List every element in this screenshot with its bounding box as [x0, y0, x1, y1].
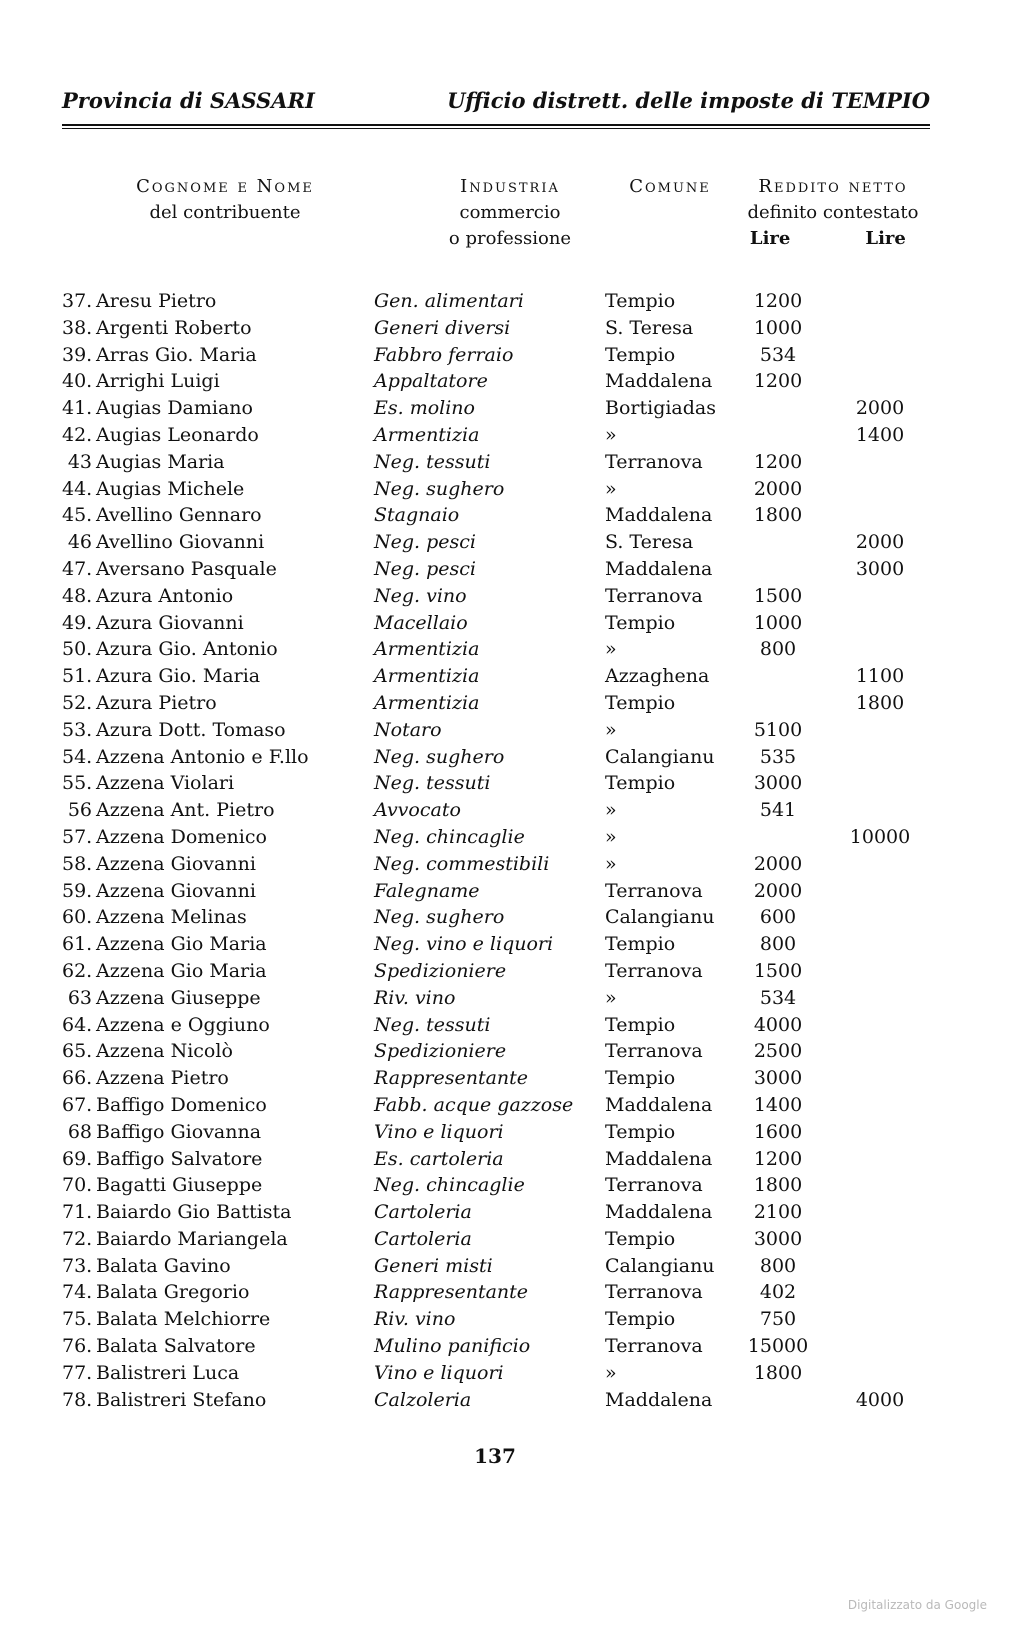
comune: »	[605, 718, 617, 741]
industry: Neg. chincaglie	[374, 825, 525, 848]
taxpayer-name: Balistreri Luca	[96, 1361, 240, 1384]
income-definito: 2500	[753, 1040, 803, 1063]
comune: Calangianu	[605, 906, 715, 929]
row-number: 57.	[62, 825, 93, 848]
taxpayer-name: Arras Gio. Maria	[96, 343, 257, 366]
comune: Maddalena	[605, 370, 713, 393]
income-definito: 800	[759, 638, 797, 661]
table-row	[0, 583, 1025, 610]
income-definito: 1200	[753, 450, 803, 473]
column-header-name	[95, 174, 355, 226]
taxpayer-name: Augias Michele	[96, 477, 245, 500]
row-number: 55.	[62, 772, 93, 795]
row-number: 52.	[62, 691, 93, 714]
taxpayer-name: Azzena Antonio e F.llo	[96, 745, 309, 768]
table-row	[0, 315, 1025, 342]
industry: Neg. sughero	[374, 906, 505, 929]
column-header-comune	[620, 174, 720, 200]
header-office: Ufficio distrett. delle imposte di TEMPIO	[447, 88, 930, 113]
comune: Tempio	[605, 1227, 676, 1250]
table-row	[0, 1279, 1025, 1306]
comune: »	[605, 986, 617, 1009]
income-contestato: 2000	[855, 397, 905, 420]
industry: Notaro	[374, 718, 442, 741]
taxpayer-name: Argenti Roberto	[96, 316, 252, 339]
income-definito: 1500	[753, 959, 803, 982]
table-row	[0, 1092, 1025, 1119]
income-definito: 4000	[753, 1013, 803, 1036]
industry: Armentizia	[374, 423, 480, 446]
industry: Neg. sughero	[374, 745, 505, 768]
table-row	[0, 1253, 1025, 1280]
row-number: 69.	[62, 1147, 93, 1170]
income-definito: 534	[759, 343, 797, 366]
taxpayer-name: Azzena Domenico	[96, 825, 267, 848]
income-definito: 15000	[747, 1335, 809, 1358]
industry: Cartoleria	[374, 1201, 472, 1224]
row-number: 51.	[62, 665, 93, 688]
column-header-name-title: Cognome e Nome	[136, 176, 314, 197]
taxpayer-name: Azzena Gio Maria	[96, 959, 267, 982]
comune: Terranova	[605, 584, 703, 607]
income-definito: 1200	[753, 290, 803, 312]
industry: Neg. tessuti	[374, 450, 491, 473]
industry: Fabbro ferraio	[374, 343, 514, 366]
table-row	[0, 1038, 1025, 1065]
row-number: 59.	[62, 879, 93, 902]
table-row	[0, 1146, 1025, 1173]
comune: Terranova	[605, 1040, 703, 1063]
industry: Macellaio	[374, 611, 468, 634]
comune: Tempio	[605, 1120, 676, 1143]
page-number: 137	[474, 1444, 516, 1468]
taxpayer-name: Azura Antonio	[96, 584, 234, 607]
row-number: 62.	[62, 959, 93, 982]
income-definito: 2000	[753, 879, 803, 902]
income-definito: 1800	[753, 1174, 803, 1197]
industry: Neg. vino e liquori	[374, 933, 554, 956]
table-row	[0, 610, 1025, 637]
table-row	[0, 288, 1025, 315]
taxpayer-name: Arrighi Luigi	[96, 370, 220, 393]
income-definito: 3000	[753, 772, 803, 795]
income-definito: 541	[759, 799, 797, 822]
industry: Mulino panificio	[374, 1335, 531, 1358]
income-definito: 402	[759, 1281, 797, 1304]
row-number: 77.	[62, 1361, 93, 1384]
comune: Tempio	[605, 343, 676, 366]
industry: Neg. tessuti	[374, 772, 491, 795]
comune: Tempio	[605, 1013, 676, 1036]
comune: Terranova	[605, 959, 703, 982]
table-row	[0, 1387, 1025, 1414]
row-number: 44.	[62, 477, 93, 500]
row-number: 43	[67, 450, 92, 473]
comune: »	[605, 825, 617, 848]
taxpayer-name: Balata Salvatore	[96, 1335, 256, 1358]
table-row	[0, 690, 1025, 717]
header-rule	[62, 124, 930, 126]
table-row	[0, 931, 1025, 958]
row-number: 63	[67, 986, 92, 1009]
income-definito: 1000	[753, 316, 803, 339]
row-number: 61.	[62, 933, 93, 956]
comune: Maddalena	[605, 1147, 713, 1170]
taxpayer-name: Azzena Ant. Pietro	[96, 799, 275, 822]
taxpayer-name: Avellino Gennaro	[96, 504, 262, 527]
taxpayer-name: Baffigo Domenico	[96, 1093, 267, 1116]
row-number: 65.	[62, 1040, 93, 1063]
row-number: 58.	[62, 852, 93, 875]
row-number: 56	[67, 799, 92, 822]
column-header-industry-title: Industria	[460, 176, 560, 197]
income-definito: 1500	[753, 584, 803, 607]
industry: Generi diversi	[374, 316, 511, 339]
column-header-lire-definito: Lire	[749, 228, 791, 249]
industry: Spedizioniere	[374, 1040, 507, 1063]
taxpayer-name: Avellino Giovanni	[96, 531, 265, 554]
column-header-reddito-subs	[718, 200, 948, 226]
taxpayer-name: Balata Gavino	[96, 1254, 231, 1277]
income-contestato: 10000	[849, 825, 911, 848]
industry: Gen. alimentari	[374, 290, 524, 312]
income-definito: 2000	[753, 477, 803, 500]
industry: Neg. chincaglie	[374, 1174, 525, 1197]
industry: Fabb. acque gazzose	[374, 1093, 574, 1116]
table-row	[0, 663, 1025, 690]
table-row	[0, 851, 1025, 878]
table-row	[0, 958, 1025, 985]
column-header-name-sub: del contribuente	[149, 202, 301, 223]
row-number: 76.	[62, 1335, 93, 1358]
table-row	[0, 368, 1025, 395]
comune: Tempio	[605, 611, 676, 634]
industry: Riv. vino	[374, 1308, 456, 1331]
header-province: Provincia di SASSARI	[62, 88, 315, 113]
comune: Terranova	[605, 879, 703, 902]
income-definito: 1000	[753, 611, 803, 634]
income-definito: 1200	[753, 1147, 803, 1170]
taxpayer-name: Aresu Pietro	[96, 290, 217, 312]
table-row	[0, 744, 1025, 771]
industry: Appaltatore	[374, 370, 488, 393]
table-row	[0, 449, 1025, 476]
income-definito: 750	[759, 1308, 797, 1331]
column-header-comune-title: Comune	[629, 176, 711, 197]
industry: Neg. sughero	[374, 477, 505, 500]
industry: Armentizia	[374, 638, 480, 661]
taxpayer-name: Aversano Pasquale	[96, 557, 277, 580]
row-number: 39.	[62, 343, 93, 366]
comune: »	[605, 638, 617, 661]
comune: Tempio	[605, 1308, 676, 1331]
income-definito: 5100	[753, 718, 803, 741]
column-header-units	[718, 226, 948, 252]
income-contestato: 1100	[855, 665, 905, 688]
taxpayer-name: Azura Dott. Tomaso	[96, 718, 286, 741]
row-number: 78.	[62, 1388, 93, 1411]
industry: Cartoleria	[374, 1227, 472, 1250]
taxpayer-name: Balata Melchiorre	[96, 1308, 271, 1331]
table-row	[0, 1199, 1025, 1226]
row-number: 54.	[62, 745, 93, 768]
industry: Spedizioniere	[374, 959, 507, 982]
income-definito: 1400	[753, 1093, 803, 1116]
comune: Tempio	[605, 933, 676, 956]
income-contestato: 1800	[855, 691, 905, 714]
industry: Neg. pesci	[374, 531, 476, 554]
income-contestato: 4000	[855, 1388, 905, 1411]
comune: S. Teresa	[605, 316, 694, 339]
industry: Riv. vino	[374, 986, 456, 1009]
income-definito: 2000	[753, 852, 803, 875]
column-header-lire-contestato: Lire	[865, 228, 906, 249]
taxpayer-name: Azura Gio. Maria	[96, 665, 261, 688]
income-definito: 800	[759, 1254, 797, 1277]
table-row	[0, 1172, 1025, 1199]
comune: Tempio	[605, 691, 676, 714]
table-row	[0, 476, 1025, 503]
table-row	[0, 529, 1025, 556]
taxpayer-name: Azzena Nicolò	[96, 1040, 233, 1063]
table-row	[0, 1065, 1025, 1092]
row-number: 75.	[62, 1308, 93, 1331]
row-number: 40.	[62, 370, 93, 393]
row-number: 37.	[62, 290, 93, 312]
taxpayer-name: Azzena Violari	[96, 772, 235, 795]
table-row	[0, 556, 1025, 583]
income-definito: 800	[759, 933, 797, 956]
taxpayer-name: Azzena Gio Maria	[96, 933, 267, 956]
industry: Avvocato	[374, 799, 461, 822]
column-header-definito: definito	[747, 202, 818, 223]
taxpayer-name: Azzena Pietro	[96, 1067, 229, 1090]
row-number: 49.	[62, 611, 93, 634]
comune: Tempio	[605, 772, 676, 795]
comune: Maddalena	[605, 1201, 713, 1224]
comune: Terranova	[605, 1174, 703, 1197]
row-number: 45.	[62, 504, 93, 527]
income-definito: 3000	[753, 1067, 803, 1090]
income-contestato: 3000	[855, 557, 905, 580]
row-number: 53.	[62, 718, 93, 741]
comune: »	[605, 423, 617, 446]
row-number: 74.	[62, 1281, 93, 1304]
table-row	[0, 824, 1025, 851]
comune: »	[605, 852, 617, 875]
taxpayer-name: Azura Gio. Antonio	[96, 638, 278, 661]
table-row	[0, 797, 1025, 824]
comune: »	[605, 1361, 617, 1384]
table-row	[0, 1119, 1025, 1146]
table-row	[0, 1012, 1025, 1039]
industry: Vino e liquori	[374, 1361, 504, 1384]
table-row	[0, 1360, 1025, 1387]
taxpayer-name: Azzena e Oggiuno	[96, 1013, 270, 1036]
industry: Stagnaio	[374, 504, 460, 527]
table-row	[0, 422, 1025, 449]
comune: Calangianu	[605, 745, 715, 768]
taxpayer-table	[0, 288, 1025, 1413]
column-header-industry	[430, 174, 590, 252]
comune: Terranova	[605, 1281, 703, 1304]
income-contestato: 1400	[855, 423, 905, 446]
table-row	[0, 1333, 1025, 1360]
page-header	[62, 88, 930, 122]
taxpayer-name: Augias Maria	[96, 450, 225, 473]
comune: Terranova	[605, 450, 703, 473]
table-row	[0, 1226, 1025, 1253]
table-row	[0, 904, 1025, 931]
industry: Calzoleria	[374, 1388, 472, 1411]
industry: Es. cartoleria	[374, 1147, 504, 1170]
row-number: 72.	[62, 1227, 93, 1250]
table-row	[0, 502, 1025, 529]
income-definito: 600	[759, 906, 797, 929]
income-definito: 2100	[753, 1201, 803, 1224]
taxpayer-name: Baffigo Giovanna	[96, 1120, 262, 1143]
taxpayer-name: Balata Gregorio	[96, 1281, 250, 1304]
industry: Neg. pesci	[374, 557, 476, 580]
row-number: 71.	[62, 1201, 93, 1224]
row-number: 66.	[62, 1067, 93, 1090]
row-number: 70.	[62, 1174, 93, 1197]
row-number: 41.	[62, 397, 93, 420]
income-definito: 1800	[753, 1361, 803, 1384]
income-definito: 535	[759, 745, 797, 768]
table-row	[0, 395, 1025, 422]
comune: Maddalena	[605, 1388, 713, 1411]
row-number: 60.	[62, 906, 93, 929]
taxpayer-name: Augias Leonardo	[96, 423, 259, 446]
industry: Es. molino	[374, 397, 475, 420]
taxpayer-name: Azzena Melinas	[96, 906, 247, 929]
column-header-industry-sub2: o professione	[448, 228, 572, 249]
industry: Neg. vino	[374, 584, 467, 607]
industry: Armentizia	[374, 665, 480, 688]
taxpayer-name: Baffigo Salvatore	[96, 1147, 263, 1170]
table-row	[0, 1306, 1025, 1333]
column-header-contestato: contestato	[822, 202, 919, 223]
digitization-credit: Digitalizzato da Google	[847, 1598, 987, 1612]
taxpayer-name: Azzena Giovanni	[96, 852, 256, 875]
row-number: 48.	[62, 584, 93, 607]
income-definito: 3000	[753, 1227, 803, 1250]
comune: S. Teresa	[605, 531, 694, 554]
industry: Neg. tessuti	[374, 1013, 491, 1036]
industry: Armentizia	[374, 691, 480, 714]
income-definito: 1200	[753, 370, 803, 393]
industry: Rappresentante	[374, 1067, 529, 1090]
income-definito: 1600	[753, 1120, 803, 1143]
row-number: 38.	[62, 316, 93, 339]
taxpayer-name: Baiardo Mariangela	[96, 1227, 288, 1250]
comune: Azzaghena	[605, 665, 710, 688]
taxpayer-name: Bagatti Giuseppe	[96, 1174, 263, 1197]
taxpayer-name: Augias Damiano	[96, 397, 253, 420]
row-number: 42.	[62, 423, 93, 446]
industry: Rappresentante	[374, 1281, 529, 1304]
row-number: 46	[67, 531, 92, 554]
industry: Vino e liquori	[374, 1120, 504, 1143]
income-contestato: 2000	[855, 531, 905, 554]
taxpayer-name: Azzena Giovanni	[96, 879, 256, 902]
taxpayer-name: Azura Giovanni	[96, 611, 244, 634]
row-number: 64.	[62, 1013, 93, 1036]
table-row	[0, 985, 1025, 1012]
row-number: 50.	[62, 638, 93, 661]
table-row	[0, 878, 1025, 905]
header-rule-thin	[62, 128, 930, 129]
comune: Maddalena	[605, 557, 713, 580]
comune: »	[605, 799, 617, 822]
comune: Maddalena	[605, 1093, 713, 1116]
taxpayer-name: Azura Pietro	[96, 691, 217, 714]
industry: Falegname	[374, 879, 480, 902]
row-number: 67.	[62, 1093, 93, 1116]
industry: Generi misti	[374, 1254, 493, 1277]
table-row	[0, 770, 1025, 797]
comune: Maddalena	[605, 504, 713, 527]
column-header-industry-sub1: commercio	[459, 202, 561, 223]
comune: Tempio	[605, 290, 676, 312]
row-number: 73.	[62, 1254, 93, 1277]
comune: Calangianu	[605, 1254, 715, 1277]
table-row	[0, 717, 1025, 744]
taxpayer-name: Balistreri Stefano	[96, 1388, 267, 1411]
income-definito: 1800	[753, 504, 803, 527]
row-number: 47.	[62, 557, 93, 580]
comune: Terranova	[605, 1335, 703, 1358]
comune: Bortigiadas	[605, 397, 717, 420]
taxpayer-name: Azzena Giuseppe	[96, 986, 261, 1009]
industry: Neg. commestibili	[374, 852, 550, 875]
income-definito: 534	[759, 986, 797, 1009]
row-number: 68	[67, 1120, 92, 1143]
comune: Tempio	[605, 1067, 676, 1090]
table-row	[0, 636, 1025, 663]
column-header-reddito	[718, 174, 948, 252]
comune: »	[605, 477, 617, 500]
taxpayer-name: Baiardo Gio Battista	[96, 1201, 292, 1224]
table-row	[0, 342, 1025, 369]
column-header-reddito-title: Reddito netto	[758, 176, 908, 197]
